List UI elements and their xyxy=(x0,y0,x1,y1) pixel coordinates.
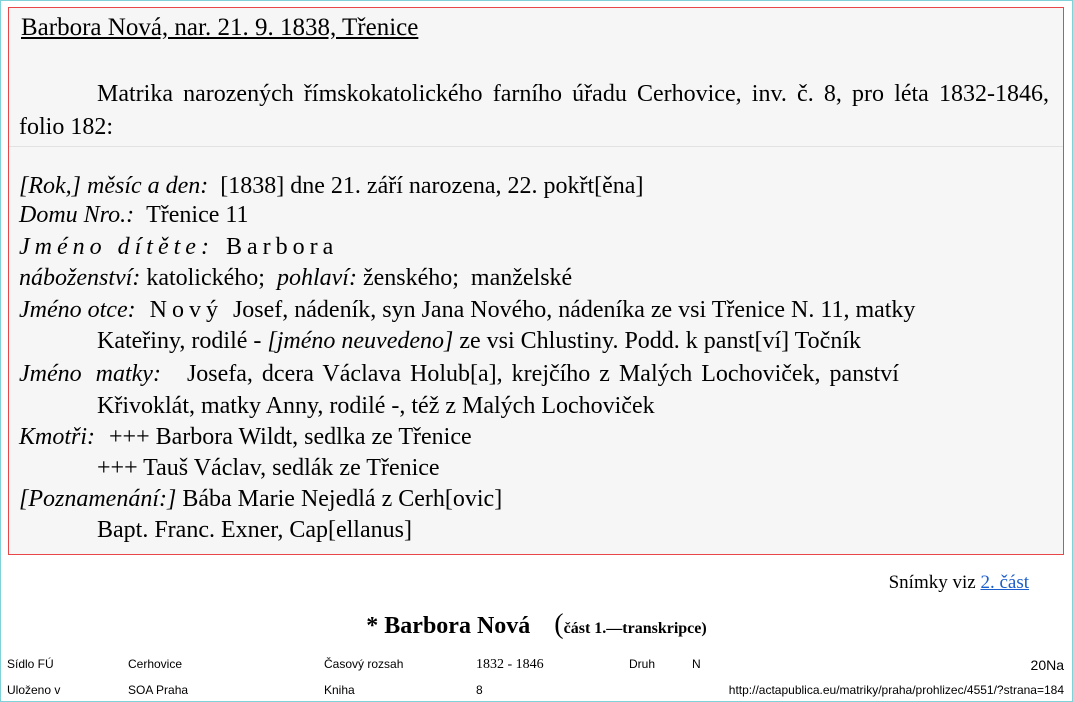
value-mother-line1: Josefa, dcera Václava Holub[a], krejčího z Malých Lochoviček, panství xyxy=(186,361,899,387)
row-notes xyxy=(19,485,502,513)
row-notes2 xyxy=(97,516,412,544)
title-main: * Barbora Nová xyxy=(366,613,531,639)
label-mother: Jméno matky: xyxy=(19,361,161,387)
value-notes-line1: Bába Marie Nejedlá z Cerh[ovic] xyxy=(182,486,503,512)
row-godparent2 xyxy=(97,454,440,482)
value-godparent1: +++ Barbora Wildt, sedlka ze Třenice xyxy=(109,424,472,450)
snimky-text: Snímky viz xyxy=(888,572,976,593)
meta-sidlo-value: Cerhovice xyxy=(128,657,183,671)
row-father-cont xyxy=(97,327,861,355)
meta-ulozeno-value: SOA Praha xyxy=(128,683,189,697)
meta-kniha-value: 8 xyxy=(476,683,483,697)
value-father-line2a: Kateřiny, rodilé - xyxy=(97,328,262,354)
value-house: Třenice 11 xyxy=(146,202,249,228)
register-source: Matrika narozených římskokatolického farního úřadu Cerhovice, inv. č. 8, pro léta 1832-1846, folio 182: xyxy=(19,81,1049,140)
meta-ulozeno-label: Uloženo v xyxy=(7,683,61,697)
row-godparents xyxy=(19,423,472,451)
label-religion: náboženství: xyxy=(19,265,141,291)
value-religion: katolického; xyxy=(146,265,265,291)
value-father-line2c: ze vsi Chlustiny. Podd. k panst[ví] Točník xyxy=(459,328,861,354)
meta-rozsah-label: Časový rozsah xyxy=(324,657,404,671)
snimky-note xyxy=(889,572,1029,594)
scanned-record-image xyxy=(8,7,1064,555)
label-sex: pohlaví: xyxy=(276,265,357,291)
row-father xyxy=(19,296,915,324)
label-child: Jméno dítěte: xyxy=(19,234,214,260)
value-father-surname: Nový xyxy=(149,297,223,323)
value-mother-line2: Křivoklát, matky Anny, rodilé -, též z Malých Lochoviček xyxy=(97,393,655,419)
label-date: [Rok,] měsíc a den: xyxy=(19,173,209,199)
value-date: [1838] dne 21. září narozena, 22. pokřt[ěna] xyxy=(220,173,644,199)
title-sub: část 1.—transkripce) xyxy=(563,620,707,637)
meta-rozsah-value: 1832 - 1846 xyxy=(476,657,544,672)
meta-url: http://actapublica.eu/matriky/praha/prohlizec/4551/?strana=184 xyxy=(728,683,1064,697)
part-2-link[interactable]: 2. část xyxy=(980,572,1029,593)
meta-kniha-label: Kniha xyxy=(324,683,355,697)
value-godparent2: +++ Tauš Václav, sedlák ze Třenice xyxy=(97,455,440,481)
meta-druh-value: N xyxy=(692,657,701,671)
paper-fold-line xyxy=(9,146,1063,147)
row-mother-cont xyxy=(97,392,655,420)
value-legitimacy: manželské xyxy=(470,265,573,291)
meta-druh-label: Druh xyxy=(629,657,656,671)
value-father-line1: Josef, nádeník, syn Jana Nového, nádeníka ze vsi Třenice N. 11, matky xyxy=(232,297,916,323)
record-heading: Barbora Nová, nar. 21. 9. 1838, Třenice xyxy=(21,14,419,41)
label-notes: [Poznamenání:] xyxy=(19,486,177,512)
label-godparents: Kmotři: xyxy=(19,424,96,450)
row-house xyxy=(19,201,249,229)
value-sex: ženského; xyxy=(362,265,459,291)
row-child xyxy=(19,233,338,261)
value-child: Barbora xyxy=(225,234,339,260)
title-paren: ( xyxy=(554,609,564,640)
row-mother xyxy=(19,360,899,388)
row-religion xyxy=(19,264,572,292)
label-father: Jméno otce: xyxy=(19,297,136,323)
row-date xyxy=(19,172,643,200)
label-house: Domu Nro.: xyxy=(19,202,135,228)
meta-sidlo-label: Sídlo FÚ xyxy=(7,657,54,671)
value-notes-line2: Bapt. Franc. Exner, Cap[ellanus] xyxy=(97,517,412,543)
meta-code: 20Na xyxy=(1030,657,1064,673)
value-father-line2b: [jméno neuvedeno] xyxy=(267,328,454,354)
page-title xyxy=(0,609,1073,641)
